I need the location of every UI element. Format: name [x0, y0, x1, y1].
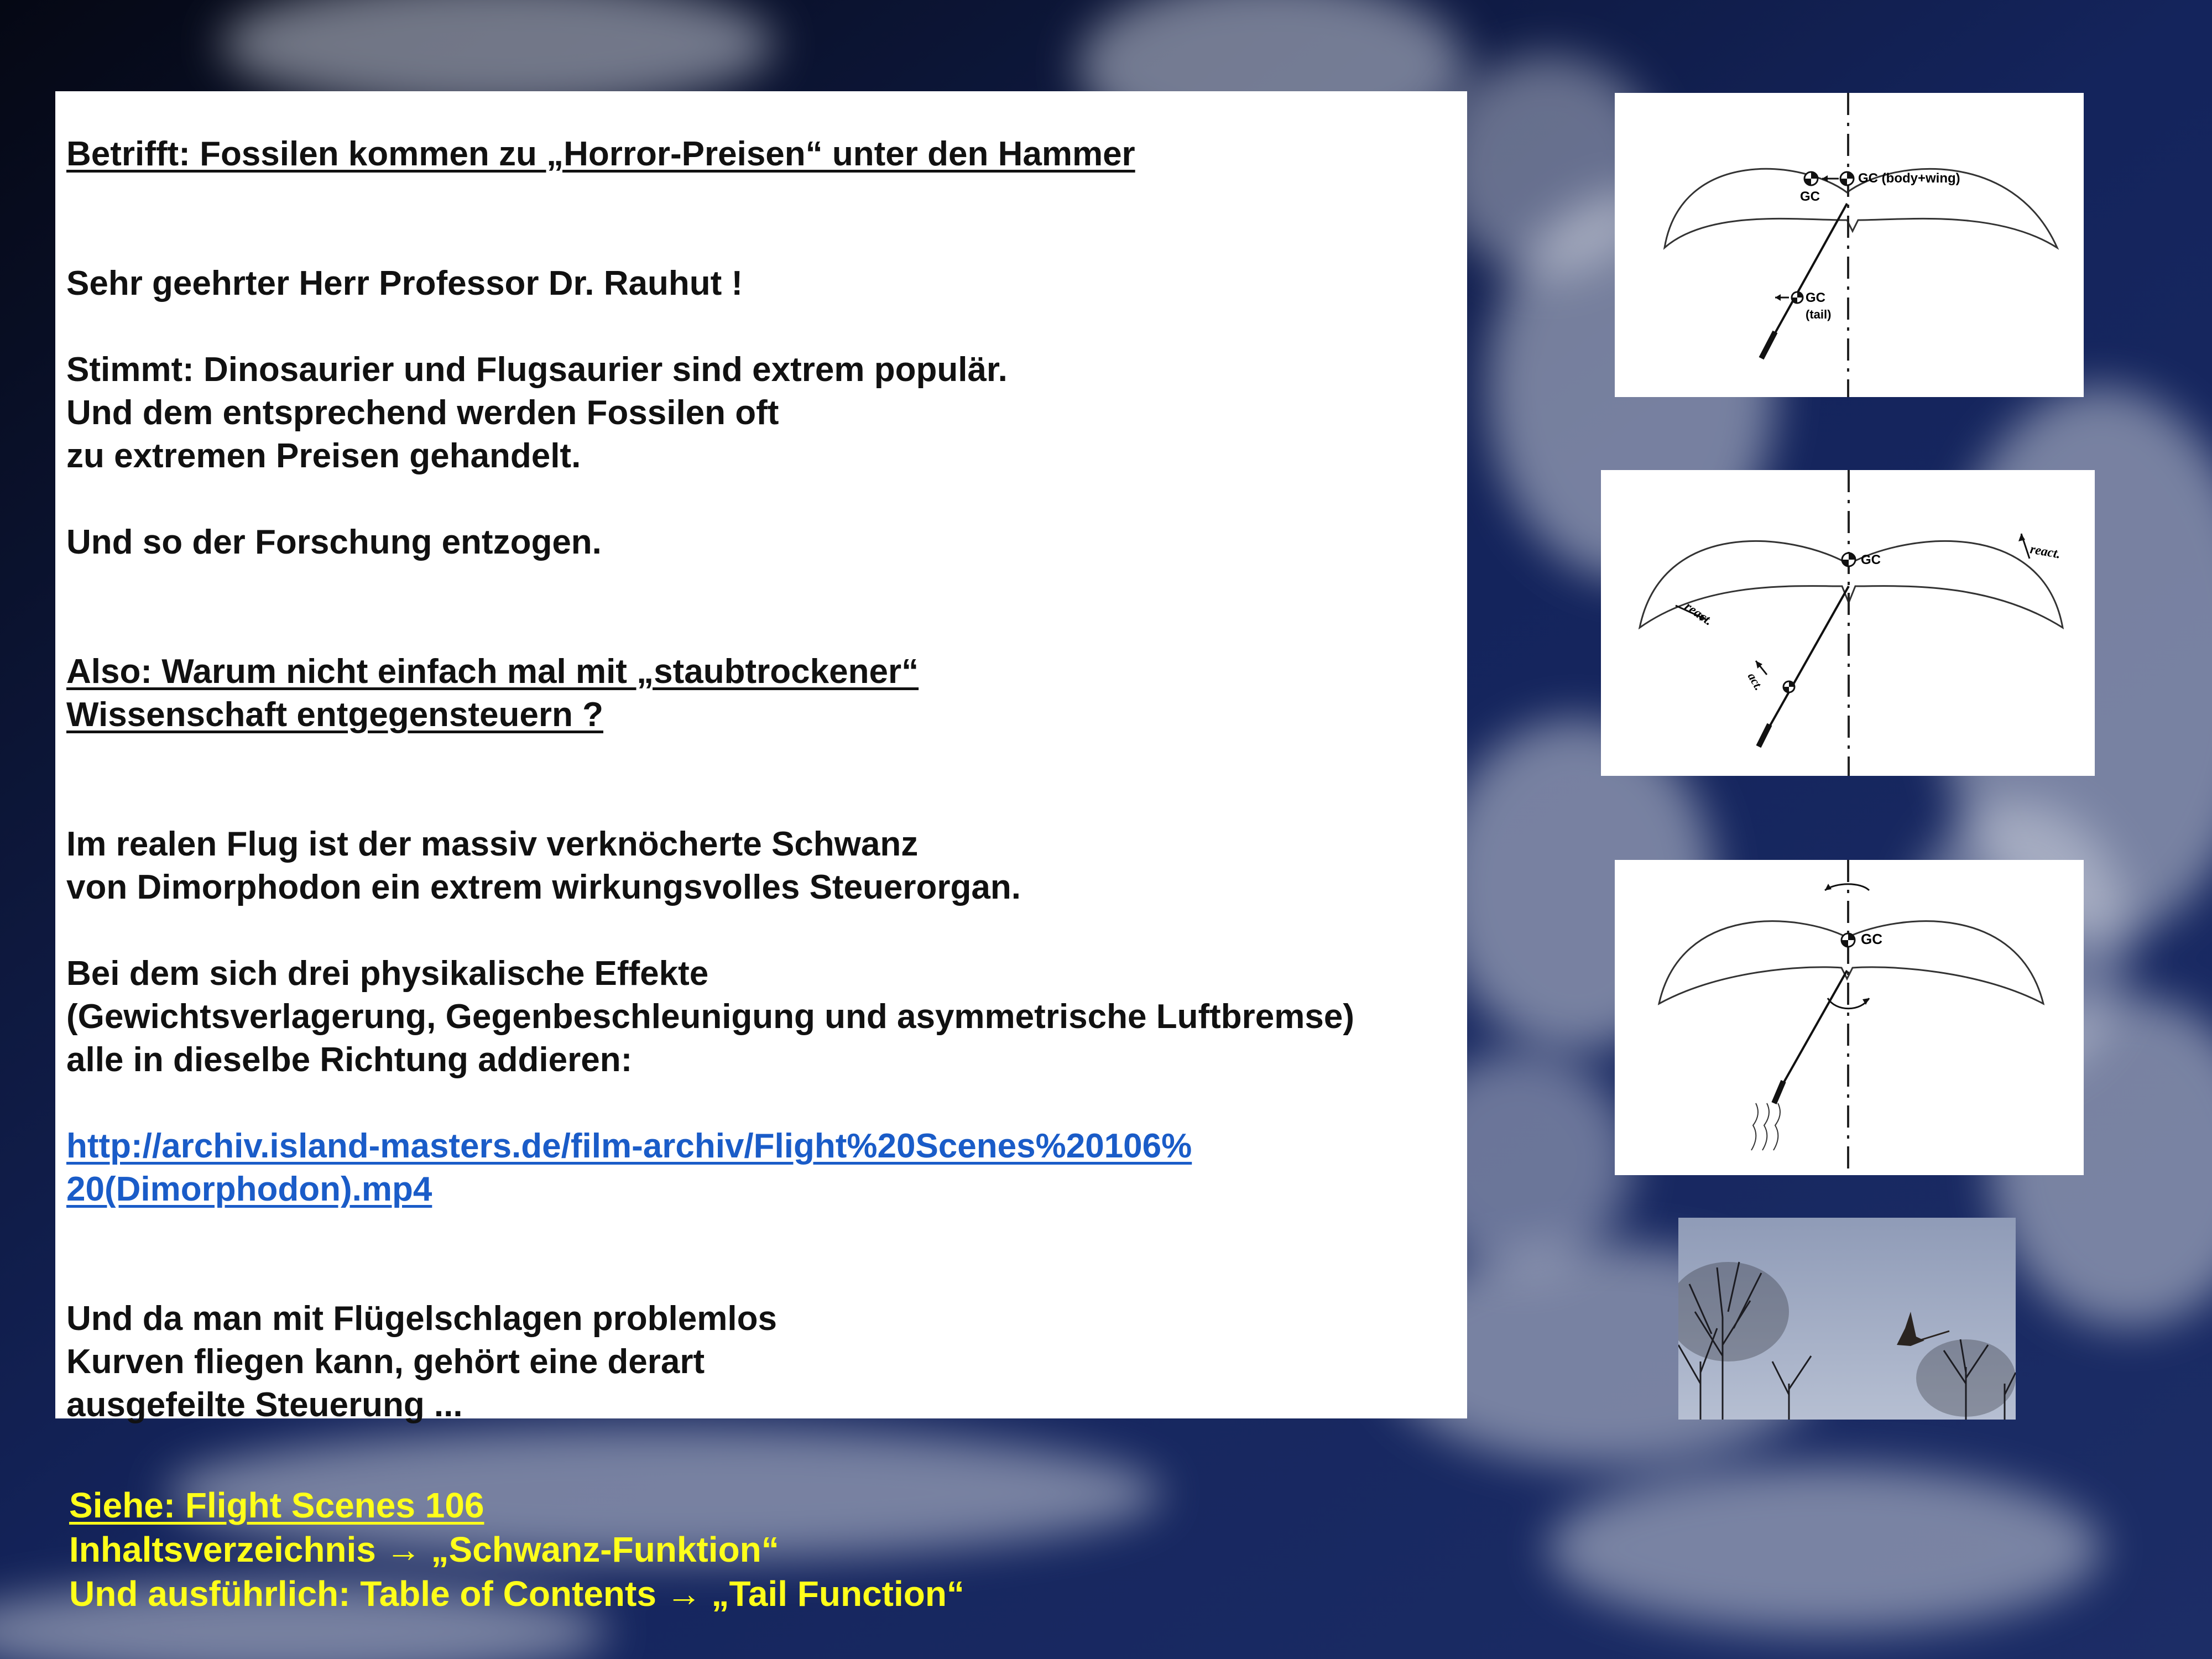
label-gc-body-wing: GC (body+wing): [1858, 171, 1960, 186]
label-gc: GC: [1800, 189, 1820, 204]
label-tail: (tail): [1806, 307, 1832, 321]
question-line: Also: Warum nicht einfach mal mit „staubtrockener“: [66, 653, 919, 691]
video-link[interactable]: http://archiv.island-masters.de/film-archiv/Flight%20Scenes%20106%: [66, 1127, 1192, 1165]
tail-line: [1764, 204, 1847, 353]
label-act: act.: [1745, 670, 1766, 693]
footer-references: [69, 1483, 964, 1616]
paragraph-line: Und da man mit Flügelschlagen problemlos: [66, 1300, 777, 1338]
footer-line: Siehe: Flight Scenes 106: [69, 1485, 484, 1525]
label-gc: GC: [1861, 552, 1881, 567]
paragraph-line: Und so der Forschung entzogen.: [66, 523, 602, 561]
paragraph-line: von Dimorphodon ein extrem wirkungsvolles Steuerorgan.: [66, 868, 1021, 906]
rotation-arrow: [1825, 884, 1869, 890]
diagram-rotation: [1615, 860, 2084, 1175]
label-react: react.: [1682, 599, 1715, 629]
paragraph-line: Stimmt: Dinosaurier und Flugsaurier sind extrem populär.: [66, 351, 1008, 389]
tail-line: [1775, 971, 1847, 1098]
paragraph-line: (Gewichtsverlagerung, Gegenbeschleunigung und asymmetrische Luftbremse): [66, 998, 1354, 1036]
letter-salutation: Sehr geehrter Herr Professor Dr. Rauhut !: [66, 264, 743, 302]
footer-line: Und ausführlich: Table of Contents → „Tail Function“: [69, 1574, 964, 1614]
letter-subject: Betrifft: Fossilen kommen zu „Horror-Preisen“ unter den Hammer: [66, 135, 1135, 173]
label-gc: GC: [1861, 931, 1882, 947]
flight-photo: [1678, 1218, 2016, 1420]
label-react: react.: [2028, 542, 2062, 562]
paragraph-line: Kurven fliegen kann, gehört eine derart: [66, 1343, 705, 1381]
video-link[interactable]: 20(Dimorphodon).mp4: [66, 1170, 432, 1208]
paragraph-line: ausgefeilte Steuerung ...: [66, 1386, 463, 1424]
label-gc-tail: GC: [1806, 290, 1825, 305]
letter-panel: [55, 91, 1467, 1424]
motion-lines: [1751, 1103, 1780, 1150]
paragraph-line: Im realen Flug ist der massiv verknöcherte Schwanz: [66, 825, 919, 863]
diagram-reaction-forces: [1601, 470, 2095, 776]
paragraph-line: Und dem entsprechend werden Fossilen oft: [66, 394, 779, 432]
paragraph-line: alle in dieselbe Richtung addieren:: [66, 1041, 633, 1079]
tail-line: [1761, 586, 1849, 741]
footer-line: Inhaltsverzeichnis → „Schwanz-Funktion“: [69, 1530, 779, 1569]
question-line: Wissenschaft entgegensteuern ?: [66, 696, 603, 734]
paragraph-line: zu extremen Preisen gehandelt.: [66, 437, 581, 475]
paragraph-line: Bei dem sich drei physikalische Effekte: [66, 954, 709, 993]
diagram-gc-body-wing-tail: [1615, 93, 2084, 397]
